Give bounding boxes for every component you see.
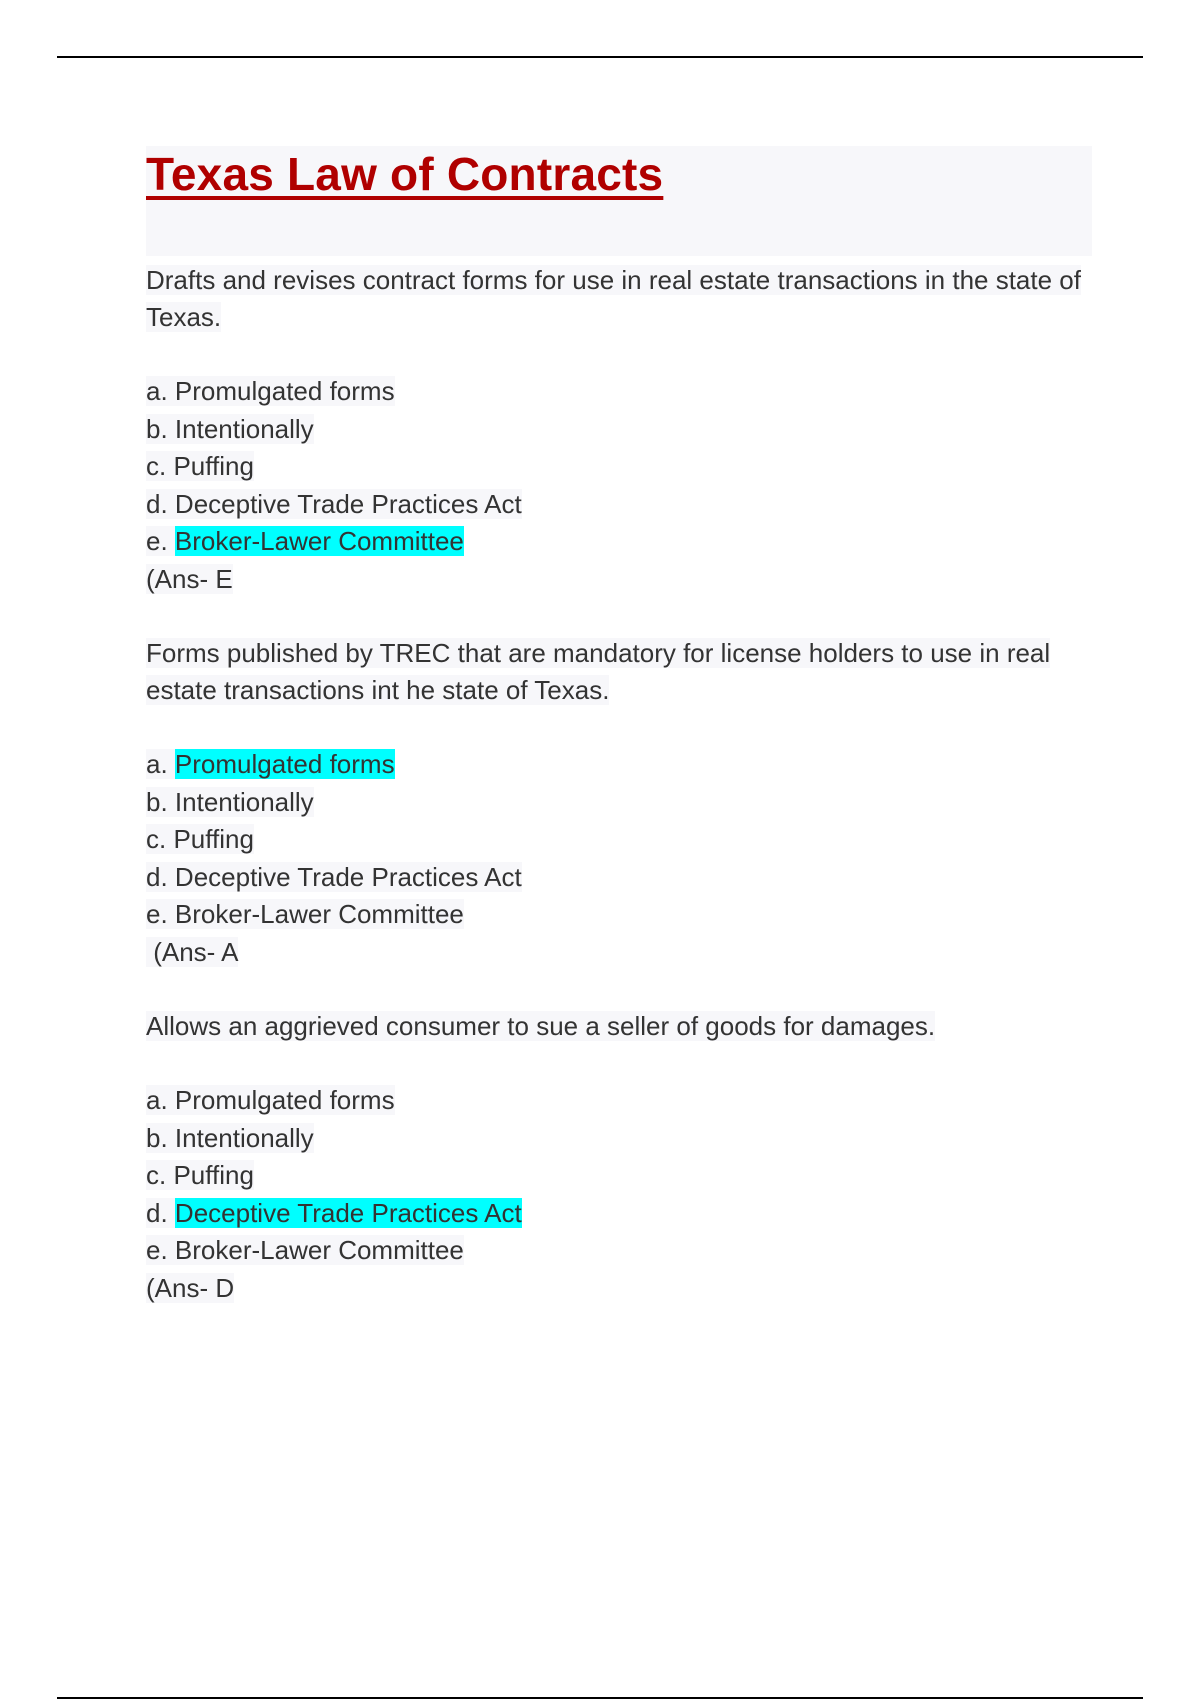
answer-key-2: (Ans- A	[146, 936, 239, 967]
option-d: d. Deceptive Trade Practices Act	[146, 488, 522, 519]
highlighted-answer: Broker-Lawer Committee	[174, 526, 464, 556]
option-b: b. Intentionally	[146, 1122, 314, 1153]
option-c: c. Puffing	[146, 824, 254, 854]
bottom-rule	[57, 1697, 1143, 1699]
option-d: d. Deceptive Trade Practices Act	[146, 1197, 522, 1228]
option-d: d. Deceptive Trade Practices Act	[146, 861, 522, 892]
options-list-1	[146, 373, 1092, 598]
option-e: e. Broker-Lawer Committee	[146, 1235, 464, 1265]
question-text-2: Forms published by TREC that are mandatory for license holders to use in real estate transactions int he state of Texas.	[146, 638, 1051, 705]
option-b: b. Intentionally	[146, 413, 314, 444]
option-c: c. Puffing	[146, 1160, 254, 1190]
option-a: a. Promulgated forms	[146, 376, 395, 406]
question-text-1: Drafts and revises contract forms for use in real estate transactions in the state of Texas.	[146, 265, 1081, 332]
title-band	[146, 146, 1092, 256]
highlighted-answer: Promulgated forms	[174, 749, 395, 779]
answer-key-3: (Ans- D	[146, 1272, 235, 1303]
option-e: e. Broker-Lawer Committee	[146, 899, 464, 929]
option-e: e. Broker-Lawer Committee	[146, 526, 464, 556]
question-block-1	[146, 262, 1092, 598]
option-a: a. Promulgated forms	[146, 749, 395, 779]
question-text-3: Allows an aggrieved consumer to sue a seller of goods for damages.	[146, 1011, 936, 1041]
options-list-3	[146, 1082, 1092, 1307]
highlighted-answer: Deceptive Trade Practices Act	[174, 1197, 522, 1228]
document-body	[146, 146, 1092, 1307]
answer-key-1: (Ans- E	[146, 563, 233, 594]
option-a: a. Promulgated forms	[146, 1085, 395, 1115]
options-list-2	[146, 746, 1092, 971]
option-b: b. Intentionally	[146, 786, 314, 817]
question-block-2	[146, 635, 1092, 971]
top-rule	[57, 56, 1143, 58]
question-block-3	[146, 1008, 1092, 1307]
option-c: c. Puffing	[146, 451, 254, 481]
document-title: Texas Law of Contracts	[146, 148, 664, 200]
